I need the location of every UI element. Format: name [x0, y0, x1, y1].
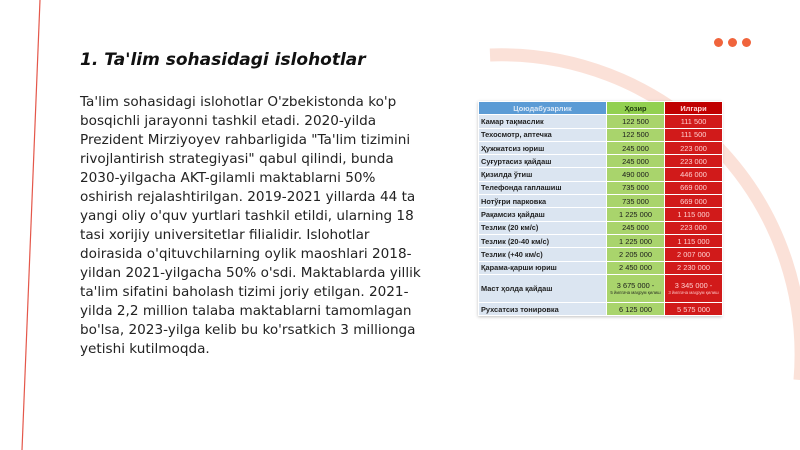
row-name-cell [479, 234, 607, 247]
row-now-cell-value: 490 000 [622, 170, 649, 180]
row-before-cell [665, 128, 723, 141]
table-header-row [479, 102, 723, 115]
row-before-cell-value: 669 000 [680, 183, 707, 193]
table-row [479, 248, 723, 261]
row-before-cell [665, 248, 723, 261]
row-name-cell-value: Телефонда гаплашиш [481, 183, 562, 193]
row-name-cell [479, 128, 607, 141]
row-name-cell [479, 195, 607, 208]
row-now-cell-value: 3 675 000 - [616, 281, 655, 291]
row-before-cell-note: 3 йилгача маҳрум қилиш [668, 290, 719, 296]
row-now-cell [607, 115, 665, 128]
row-name-cell [479, 274, 607, 302]
row-before-cell-value: 5 575 000 [677, 304, 710, 314]
row-now-cell [607, 208, 665, 221]
row-before-cell-value: 446 000 [680, 170, 707, 180]
row-now-cell [607, 261, 665, 274]
row-name-cell-value: Техосмотр, аптечка [481, 130, 552, 140]
row-name-cell [479, 115, 607, 128]
table-row [479, 128, 723, 141]
row-name-cell [479, 141, 607, 154]
row-name-cell [479, 261, 607, 274]
dot-icon [714, 38, 723, 47]
table-row [479, 181, 723, 194]
fines-table [478, 101, 722, 316]
row-before-cell-value: 1 115 000 [677, 210, 710, 220]
row-before-cell [665, 261, 723, 274]
row-now-cell [607, 155, 665, 168]
header-now: Ҳозир [607, 102, 665, 115]
row-name-cell-value: Суғуртасиз қайдаш [481, 156, 552, 166]
row-name-cell [479, 155, 607, 168]
row-now-cell-value: 245 000 [622, 223, 649, 233]
row-now-cell [607, 128, 665, 141]
table-row [479, 221, 723, 234]
row-name-cell [479, 208, 607, 221]
row-name-cell-value: Тезлик (+40 км/с) [481, 249, 543, 259]
row-before-cell-value: 223 000 [680, 156, 707, 166]
row-now-cell [607, 168, 665, 181]
row-now-cell-value: 245 000 [622, 143, 649, 153]
row-before-cell [665, 155, 723, 168]
row-before-cell [665, 221, 723, 234]
row-now-cell [607, 248, 665, 261]
row-now-cell [607, 221, 665, 234]
row-name-cell-value: Камар тақмаслик [481, 116, 544, 126]
row-now-cell-value: 1 225 000 [619, 210, 652, 220]
row-now-cell [607, 274, 665, 302]
body-paragraph: Ta'lim sohasidagi islohotlar O'zbekistonda ko'p bosqichli jarayonni tashkil etadi. 2020-yilda Prezident Mirziyoyev rahbarligida "Ta'lim tizimini rivojlantirish strategiyasi" qabul qilindi, bunda 2030-yilgacha AKT-gilamli maktablarni 50% oshirish rejalashtirilgan. 2019-2021 yillarda 44 ta yangi oliy o'quv yurtlari tashkil etildi, ularning 18 tasi xorijiy universitetlar filialidir. Islohotlar doirasida o'qituvchilarning oylik maoshlari 2018-yildan 2021-yilgacha 50% o'sdi. Maktablarda yillik ta'lim sifatini baholash tizimi joriy etilgan. 2021-yilda 2,2 million talaba maktablarni tamomlagan bo'lsa, 2023-yilga kelib bu ko'rsatkich 3 millionga yetishi kutilmoqda. [80, 94, 421, 357]
row-before-cell-value: 2 230 000 [677, 263, 710, 273]
row-name-cell [479, 221, 607, 234]
header-before: Илгари [665, 102, 723, 115]
row-now-cell-value: 245 000 [622, 156, 649, 166]
table-row [479, 168, 723, 181]
row-now-cell [607, 302, 665, 315]
row-name-cell-value: Маст ҳолда қайдаш [481, 283, 553, 293]
table-row [479, 274, 723, 302]
row-now-cell-value: 6 125 000 [619, 304, 652, 314]
dot-icon [742, 38, 751, 47]
table-row [479, 195, 723, 208]
row-before-cell [665, 208, 723, 221]
row-name-cell-value: Ҳужжатсиз юриш [481, 143, 545, 153]
row-before-cell [665, 168, 723, 181]
row-before-cell-value: 223 000 [680, 143, 707, 153]
left-edge-line-icon [22, 0, 40, 450]
row-name-cell-value: Рақамсиз қайдаш [481, 210, 545, 220]
row-now-cell [607, 141, 665, 154]
row-name-cell [479, 181, 607, 194]
row-now-cell-value: 2 450 000 [619, 263, 652, 273]
table-row [479, 234, 723, 247]
row-name-cell-value: Рухсатсиз тонировка [481, 304, 559, 314]
row-name-cell-value: Тезлик (20 км/с) [481, 223, 539, 233]
row-before-cell [665, 302, 723, 315]
row-before-cell-value: 111 500 [680, 116, 707, 126]
row-now-cell [607, 234, 665, 247]
decorative-dots [714, 38, 751, 47]
row-before-cell-value: 669 000 [680, 196, 707, 206]
table-row [479, 155, 723, 168]
dot-icon [728, 38, 737, 47]
row-before-cell-value: 223 000 [680, 223, 707, 233]
row-name-cell [479, 168, 607, 181]
row-name-cell-value: Қизилда ўтиш [481, 170, 533, 180]
row-now-cell-value: 122 500 [622, 130, 649, 140]
row-before-cell-value: 111 500 [680, 130, 707, 140]
row-name-cell-value: Нотўғри парковка [481, 196, 547, 206]
row-now-cell [607, 181, 665, 194]
row-now-cell-value: 2 205 000 [619, 249, 652, 259]
row-name-cell-value: Қарама-қарши юриш [481, 263, 557, 273]
row-name-cell-value: Тезлик (20-40 км/с) [481, 236, 550, 246]
row-now-cell-note: 5 йилгача маҳрум қилиш [610, 290, 661, 296]
table-row [479, 141, 723, 154]
row-before-cell [665, 115, 723, 128]
table-row [479, 208, 723, 221]
row-before-cell [665, 234, 723, 247]
table-row [479, 302, 723, 315]
row-before-cell [665, 274, 723, 302]
table-row [479, 115, 723, 128]
row-now-cell-value: 735 000 [622, 183, 649, 193]
page-title: 1. Ta'lim sohasidagi islohotlar [80, 50, 366, 70]
row-name-cell [479, 248, 607, 261]
row-now-cell-value: 122 500 [622, 116, 649, 126]
row-now-cell [607, 195, 665, 208]
row-now-cell-value: 1 225 000 [619, 236, 652, 246]
row-before-cell-value: 2 007 000 [677, 249, 710, 259]
row-before-cell [665, 195, 723, 208]
row-before-cell-value: 1 115 000 [677, 236, 710, 246]
row-before-cell [665, 141, 723, 154]
row-now-cell-value: 735 000 [622, 196, 649, 206]
table-row [479, 261, 723, 274]
row-before-cell-value: 3 345 000 - [674, 281, 713, 291]
row-name-cell [479, 302, 607, 315]
row-before-cell [665, 181, 723, 194]
header-violation: Цоюдабузарлик [479, 102, 607, 115]
